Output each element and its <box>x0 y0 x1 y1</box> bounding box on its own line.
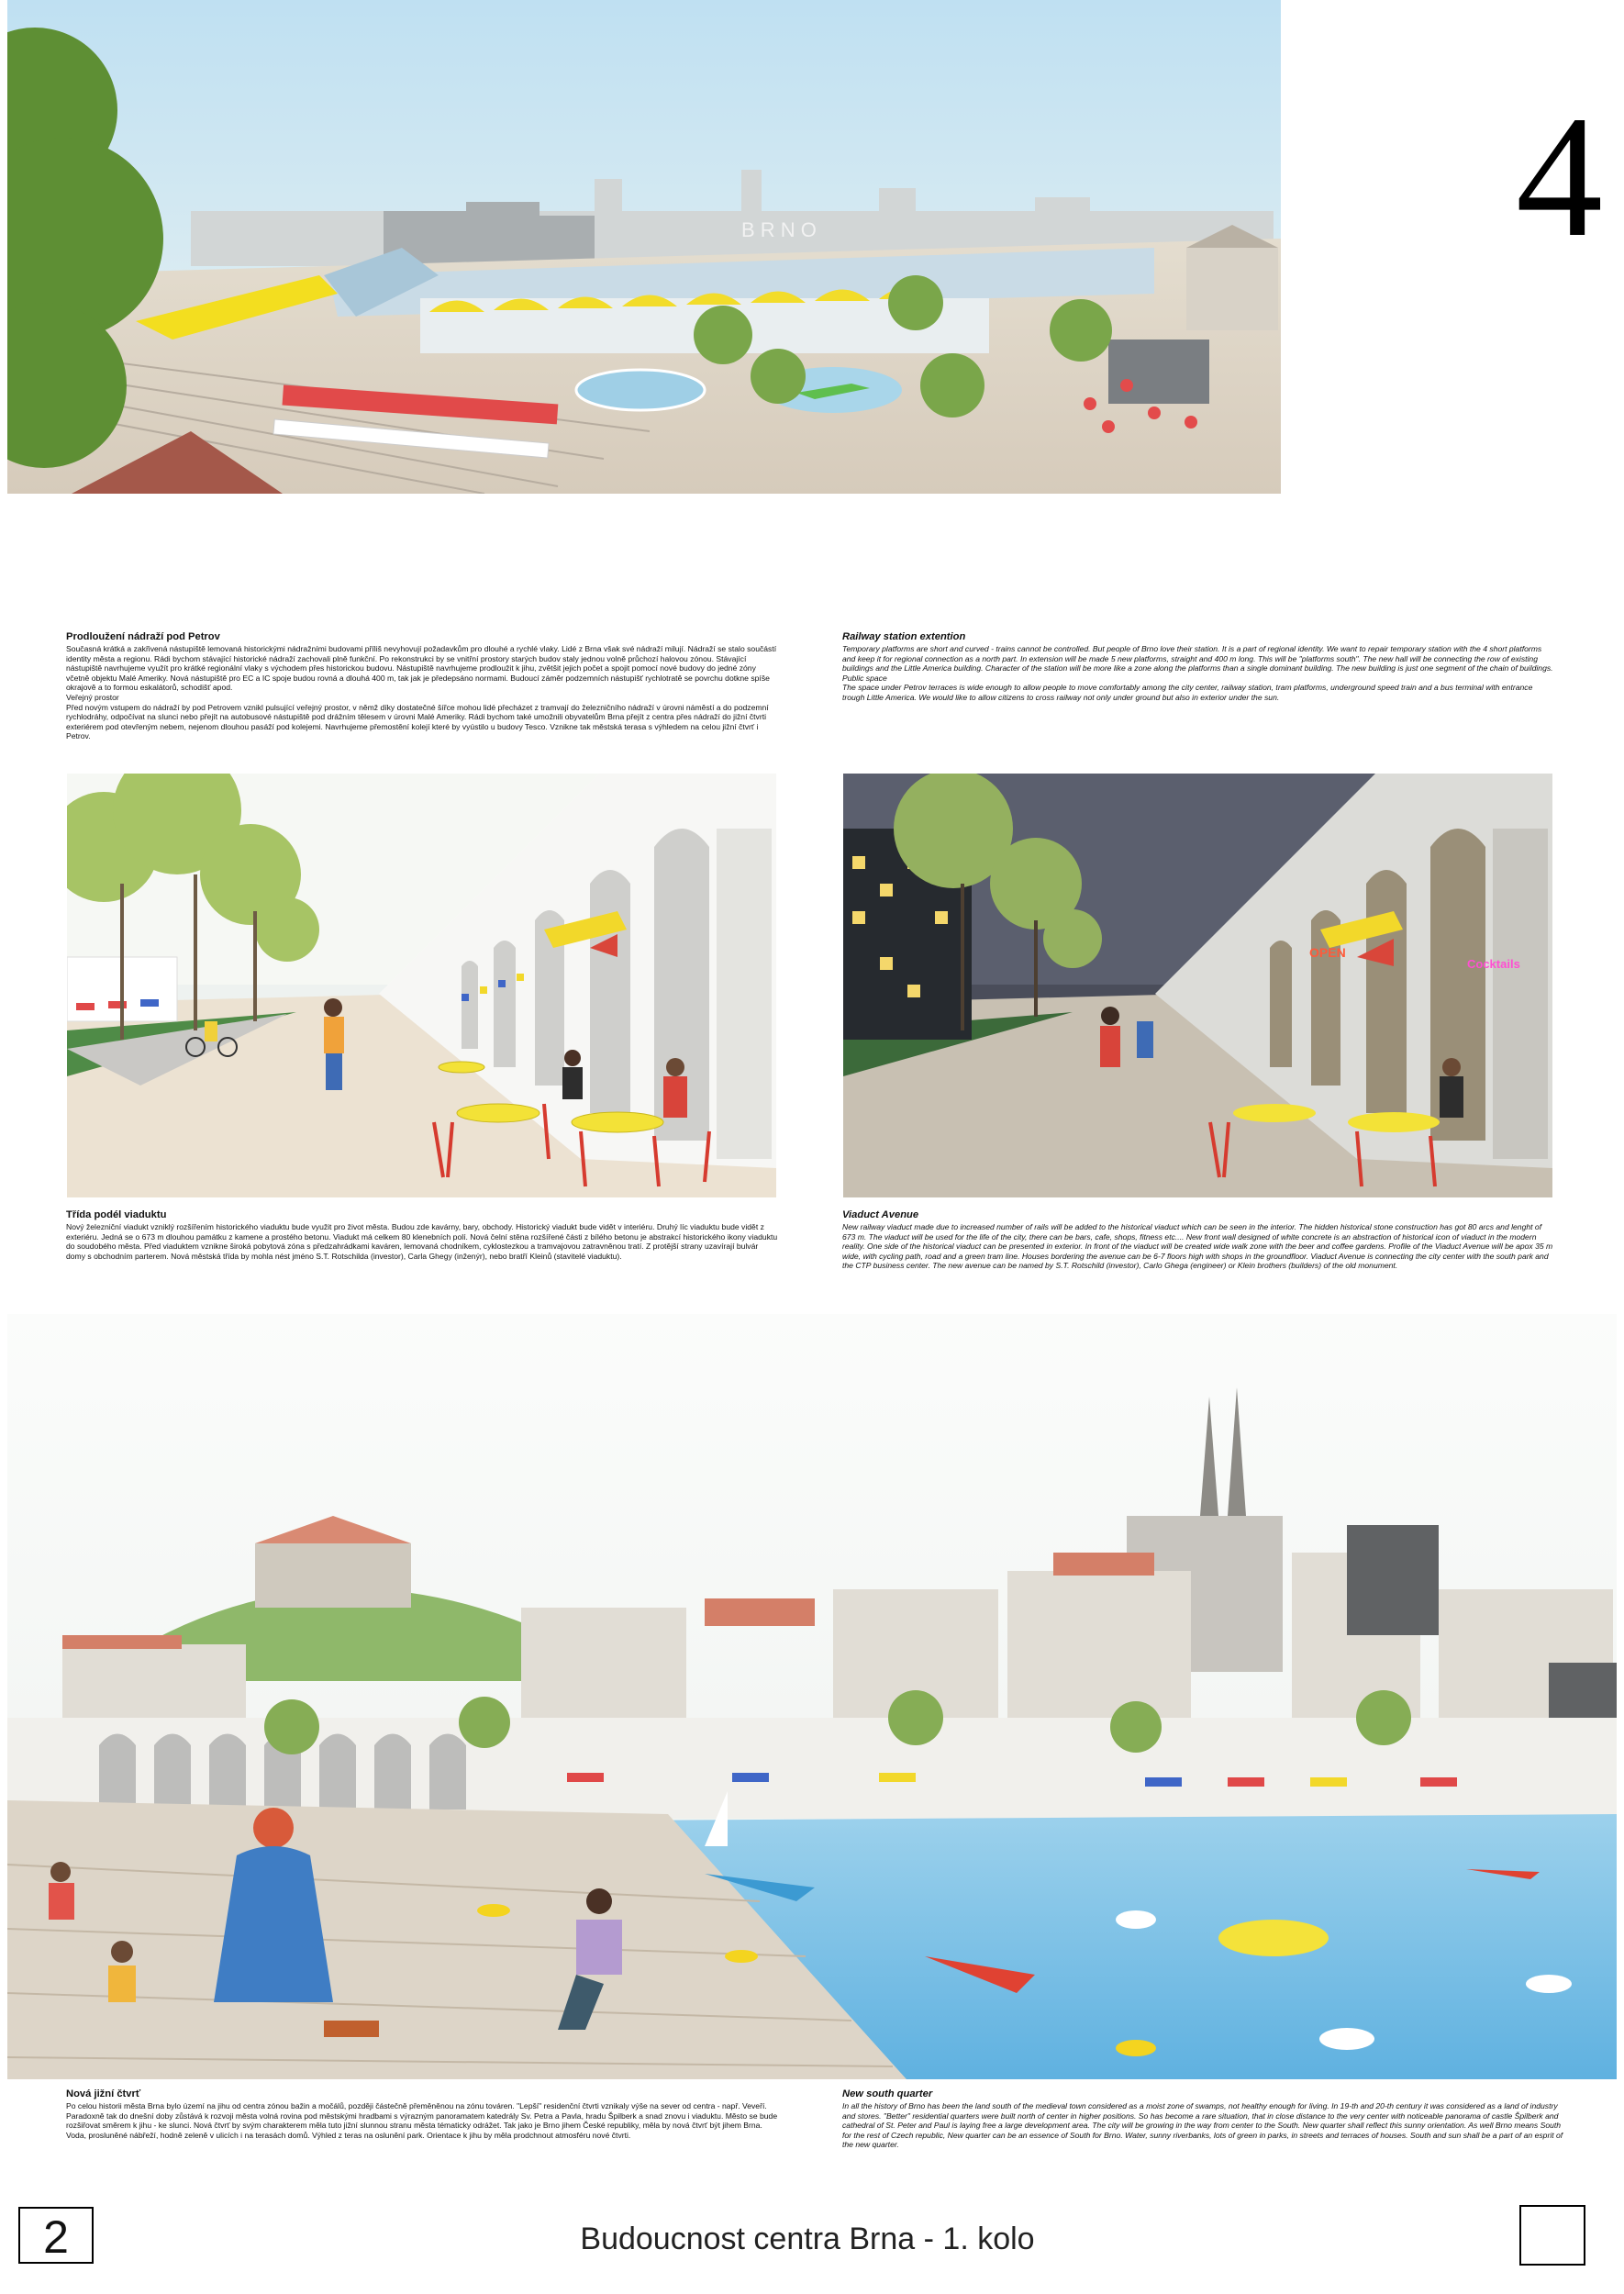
south-title-en: New south quarter <box>842 2088 933 2099</box>
station-text-cz <box>66 631 778 741</box>
station-aerial-illustration <box>7 0 1281 494</box>
station-body2-en: The space under Petrov terraces is wide enough to allow people to move comfortably among the city center, railway station, tram platforms, underground speed train and a bus terminal with entrance trough Little America. We would like to allow citizens to cross railway not only under ground but also in exterior under the sun. <box>842 683 1533 702</box>
neon-cocktails-sign: Cocktails <box>1467 957 1520 971</box>
south-body-en: In all the history of Brno has been the land south of the medieval town considered as a moist zone of swamps, not healthy enough for living. In 19-th and 20-th century it was considered as a land of industry and stores. "Better" residential quarters were built north of center in higher positions. So has become a rare situation, that in close distance to the very center with noticeable panorama of castle Špilberk and cathedral of St. Peter and Paul is laying free a large development area. The city will be growing in the way from center to the South. New quarter shall reflect this sunny orientation. As well Brno means South for the rest of Czech republic, New quarter can be an essence of South for Brno. Water, sunny riverbanks, lots of green in parks, in streets and terraces of houses. South and sun shall be a part of an esprit of the new quarter. <box>842 2101 1563 2150</box>
neon-open-sign: OPEN <box>1309 945 1346 960</box>
station-body-cz: Současná krátká a zakřivená nástupiště lemovaná historickými nádražními budovami příliš nevyhovují požadavkům pro dlouhé a rychlé vlaky. Lidé z Brna však své nádraží milují. Nádraží se stalo součástí identity města a regionu. Rádi bychom stávající historické nádraží zachovali plně funkční. Po rekonstrukci by se vnitřní prostory starých budov staly jednou volně průchozí halovou zónou. Stávající nástupiště navrhujeme využít pro krátké regionální vlaky s východem přes historickou budovu. Nástupiště navrhujeme prodloužit k jihu, zvětšit jejich počet a spojit pomocí nové budovy do jedné zóny včetně objektu Malé Ameriky. Nová nástupiště pro EC a IC spoje budou rovná a dlouhá 400 m, tak jak je předepsáno normami. Budoucí záměr podzemních nástupišť rychlotratě se povrchu dotkne spíše okrajově a to formou eskalátorů, schodišť apod. <box>66 644 777 693</box>
footer-title: Budoucnost centra Brna - 1. kolo <box>580 2222 1035 2256</box>
viaduct-avenue-day-illustration <box>67 774 776 1197</box>
viaduct-text-en <box>842 1209 1554 1271</box>
south-quarter-riverfront-illustration <box>7 1314 1617 2079</box>
station-subhead-cz: Veřejný prostor <box>66 692 119 702</box>
south-title-cz: Nová jižní čtvrť <box>66 2088 141 2099</box>
brno-sign: B R N O <box>741 218 817 241</box>
blank-stamp-box <box>1519 2205 1585 2266</box>
viaduct-title-cz: Třída podél viaduktu <box>66 1209 167 1220</box>
south-body-cz: Po celou historii města Brna bylo území na jihu od centra zónou bažin a močálů, později částečně přeměněnou na zónu továren. "Lepší" residenční čtvrti vznikaly výše na sever od centra - např. Veveří. Paradoxně tak do dnešní doby zůstává k rozvoji města volná rovina pod městskými hradbami s výrazným panoramatem katedrály Sv. Petra a Pavla, hradu Špilberk a snad znovu i viaduktu. Město se bude rozšiřovat směrem k jihu - ke slunci. Nová čtvrť by svým charakterem měla tuto jižní slunnou stranu města tématicky odrážet. Tak jako je Brno jihem České republiky, měla by nová čtvrť být jihem Brna. Voda, prosluněné nábřeží, hodně zeleně v ulicích i na terasách domů. Výhled z teras na oslunění park. Orientace k jihu by měla prodchnout atmosféru nové čtvrti. <box>66 2101 778 2140</box>
station-subhead-en: Public space <box>842 673 887 683</box>
viaduct-body-cz: Nový železniční viadukt vzniklý rozšířením historického viaduktu bude využit pro život města. Budou zde kavárny, bary, obchody. Historický viadukt bude vidět v interiéru. Druhý líc viaduktu bude vidět z exteriéru. Jedná se o 673 m dlouhou památku z kamene a prostého betonu. Viadukt má celkem 80 klenebních polí. Nová čelní stěna rozšířené části z bílého betonu je abstrakcí historického ikony viaduktu do soudobého města. Před viaduktem vznikne široká pobytová zóna s předzahrádkami kaváren, lemovaná chodníkem, cyklostezkou a tramvajovou zatravněnou tratí. Z protější strany uzavírají bulvár domy s obchodním parterem. Nová městská třída by mohla nést jméno S.T. Rotschilda (investor), Carla Ghegy (inženýr), nebo bratří Kleinů (stavitelé viaduktu). <box>66 1222 778 1261</box>
viaduct-title-en: Viaduct Avenue <box>842 1209 919 1220</box>
station-text-en <box>842 631 1554 703</box>
sheet-number: 4 <box>1516 81 1603 273</box>
viaduct-avenue-night-illustration <box>843 774 1552 1197</box>
station-title-en: Railway station extention <box>842 631 966 642</box>
station-body2-cz: Před novým vstupem do nádraží by pod Petrovem vznikl pulsující veřejný prostor, v němž díky dostatečné šířce mohou lidé přecházet z tramvají do železničního nádraží v úrovni náměstí a do podzemní rychlodráhy, odpočívat na slunci nebo přejít na autobusové nástupiště pod drážním tělesem v úrovni Malé Ameriky. Rádi bychom také umožnili obyvatelům Brna přejít z centra přes nádraží do jižní čtvrti exteriérem pod otevřeným nebem, nejenom dlouhou pasáží pod kolejemi. Navrhujeme přemostění kolejí které by vyústilo u budovy Tesco. Vznikne tak městská terasa s výhledem na celou jižní čtvrť i Petrov. <box>66 702 769 741</box>
station-title-cz: Prodloužení nádraží pod Petrov <box>66 631 220 642</box>
south-text-en <box>842 2088 1567 2150</box>
station-body-en: Temporary platforms are short and curved - trains cannot be controlled. But people of Brno love their station. It is a part of regional identity. We want to repair temporary station with the 4 short platforms and keep it for regional connection as a north part. In extension will be made 5 new platforms, straight and 400 m long. This will be "platforms south". The new hall will be connecting the row of existing buildings and the Little America building. Character of the station will be more like a zone along the platforms than a single dominant building. The new building is just one segment of the chain of buildings. <box>842 644 1553 674</box>
viaduct-body-en: New railway viaduct made due to increased number of rails will be added to the historical viaduct which can be seen in the interior. The hidden historical stone construction has got 80 arcs and lenght of 673 m. The viaduct will be used for the life of the city, there can be bars, cafe, shops, fitness etc.... New front wall designed of white concrete is an abstraction of historical icon of viaduct in the modern reality. One side of the historical viaduct can be presented in exterior. In front of the viaduct will be created wide walk zone with the beer and coffee gardens. Profile of the Viaduct Avenue will be apox 35 m wide, with cycling path, road and a green tram line. Houses bordering the avenue can be 6-7 floors high with shops in the groundfloor. Viaduct Avenue is connecting the city center with the south park and the CTP business center. The new avenue can be named by S.T. Rotschild (investor), Carlo Ghega (engineer) or Klein brothers (builders) of the old monument. <box>842 1222 1553 1271</box>
south-text-cz <box>66 2088 778 2140</box>
panel-number-box: 2 <box>18 2207 94 2264</box>
viaduct-text-cz <box>66 1209 778 1261</box>
